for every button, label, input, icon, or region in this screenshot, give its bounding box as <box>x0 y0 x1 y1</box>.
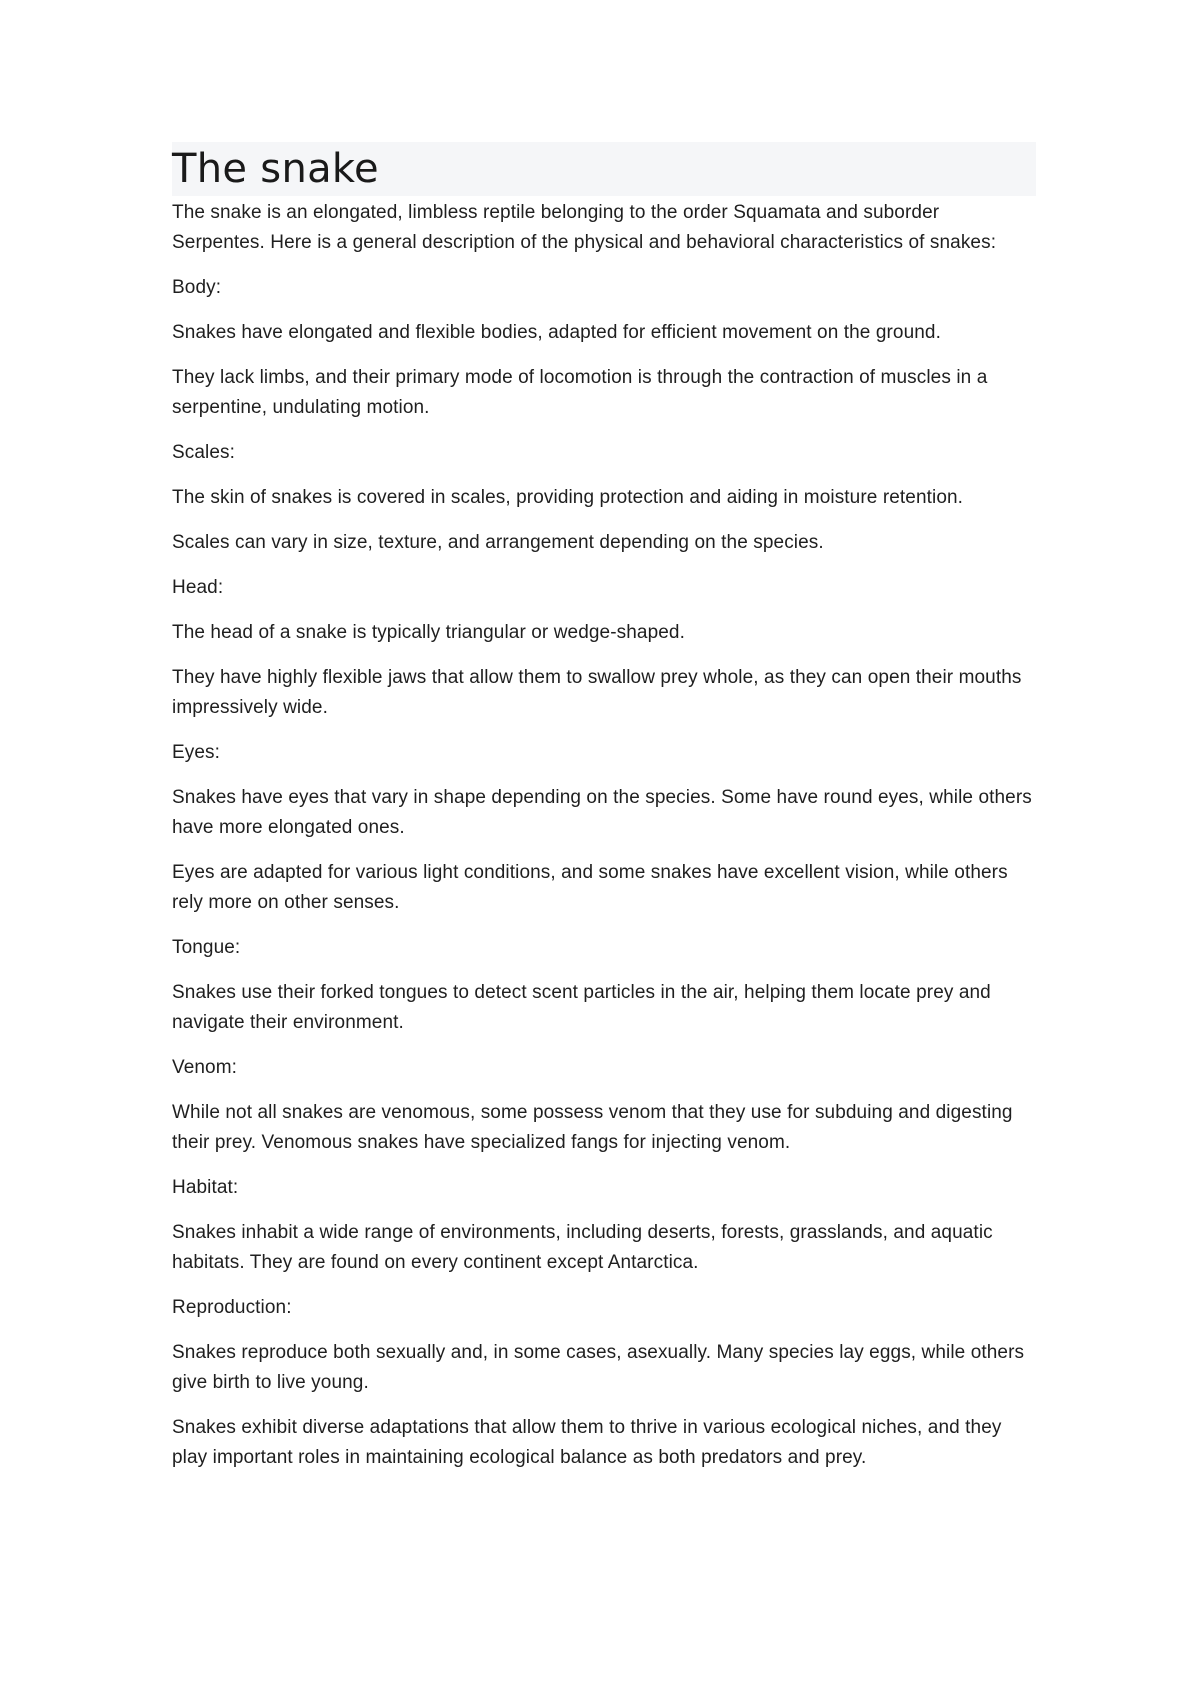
paragraph: Eyes are adapted for various light conditions, and some snakes have excellent vision, while others rely more on other senses. <box>172 862 1008 913</box>
section-heading-habitat: Habitat: <box>172 1177 239 1198</box>
paragraph: The head of a snake is typically triangular or wedge-shaped. <box>172 622 685 643</box>
paragraph: Scales can vary in size, texture, and arrangement depending on the species. <box>172 532 824 553</box>
paragraph: Snakes inhabit a wide range of environments, including deserts, forests, grasslands, and aquatic habitats. They are found on every continent except Antarctica. <box>172 1222 993 1273</box>
section-heading-tongue: Tongue: <box>172 937 241 958</box>
paragraph: Snakes reproduce both sexually and, in some cases, asexually. Many species lay eggs, while others give birth to live young. <box>172 1342 1025 1393</box>
document-title: The snake <box>172 146 379 192</box>
paragraph: While not all snakes are venomous, some possess venom that they use for subduing and digesting their prey. Venomous snakes have specialized fangs for injecting venom. <box>172 1102 1013 1153</box>
paragraph: Snakes have eyes that vary in shape depending on the species. Some have round eyes, while others have more elongated ones. <box>172 787 1032 838</box>
section-heading-body: Body: <box>172 277 222 298</box>
intro-paragraph: The snake is an elongated, limbless reptile belonging to the order Squamata and suborder Serpentes. Here is a general description of the physical and behavioral characteristics of snakes: <box>172 202 997 253</box>
section-heading-head: Head: <box>172 577 224 598</box>
section-heading-eyes: Eyes: <box>172 742 221 763</box>
closing-paragraph: Snakes exhibit diverse adaptations that allow them to thrive in various ecological niches, and they play important roles in maintaining ecological balance as both predators and prey. <box>172 1417 1002 1468</box>
section-heading-reproduction: Reproduction: <box>172 1297 292 1318</box>
paragraph: They have highly flexible jaws that allow them to swallow prey whole, as they can open their mouths impressively wide. <box>172 667 1022 718</box>
section-heading-scales: Scales: <box>172 442 236 463</box>
paragraph: Snakes have elongated and flexible bodies, adapted for efficient movement on the ground. <box>172 322 941 343</box>
paragraph: Snakes use their forked tongues to detect scent particles in the air, helping them locate prey and navigate their environment. <box>172 982 991 1033</box>
section-heading-venom: Venom: <box>172 1057 238 1078</box>
title-block <box>172 142 1036 196</box>
paragraph: The skin of snakes is covered in scales, providing protection and aiding in moisture retention. <box>172 487 964 508</box>
document-body <box>172 142 1036 1488</box>
paragraph: They lack limbs, and their primary mode of locomotion is through the contraction of muscles in a serpentine, undulating motion. <box>172 367 988 418</box>
